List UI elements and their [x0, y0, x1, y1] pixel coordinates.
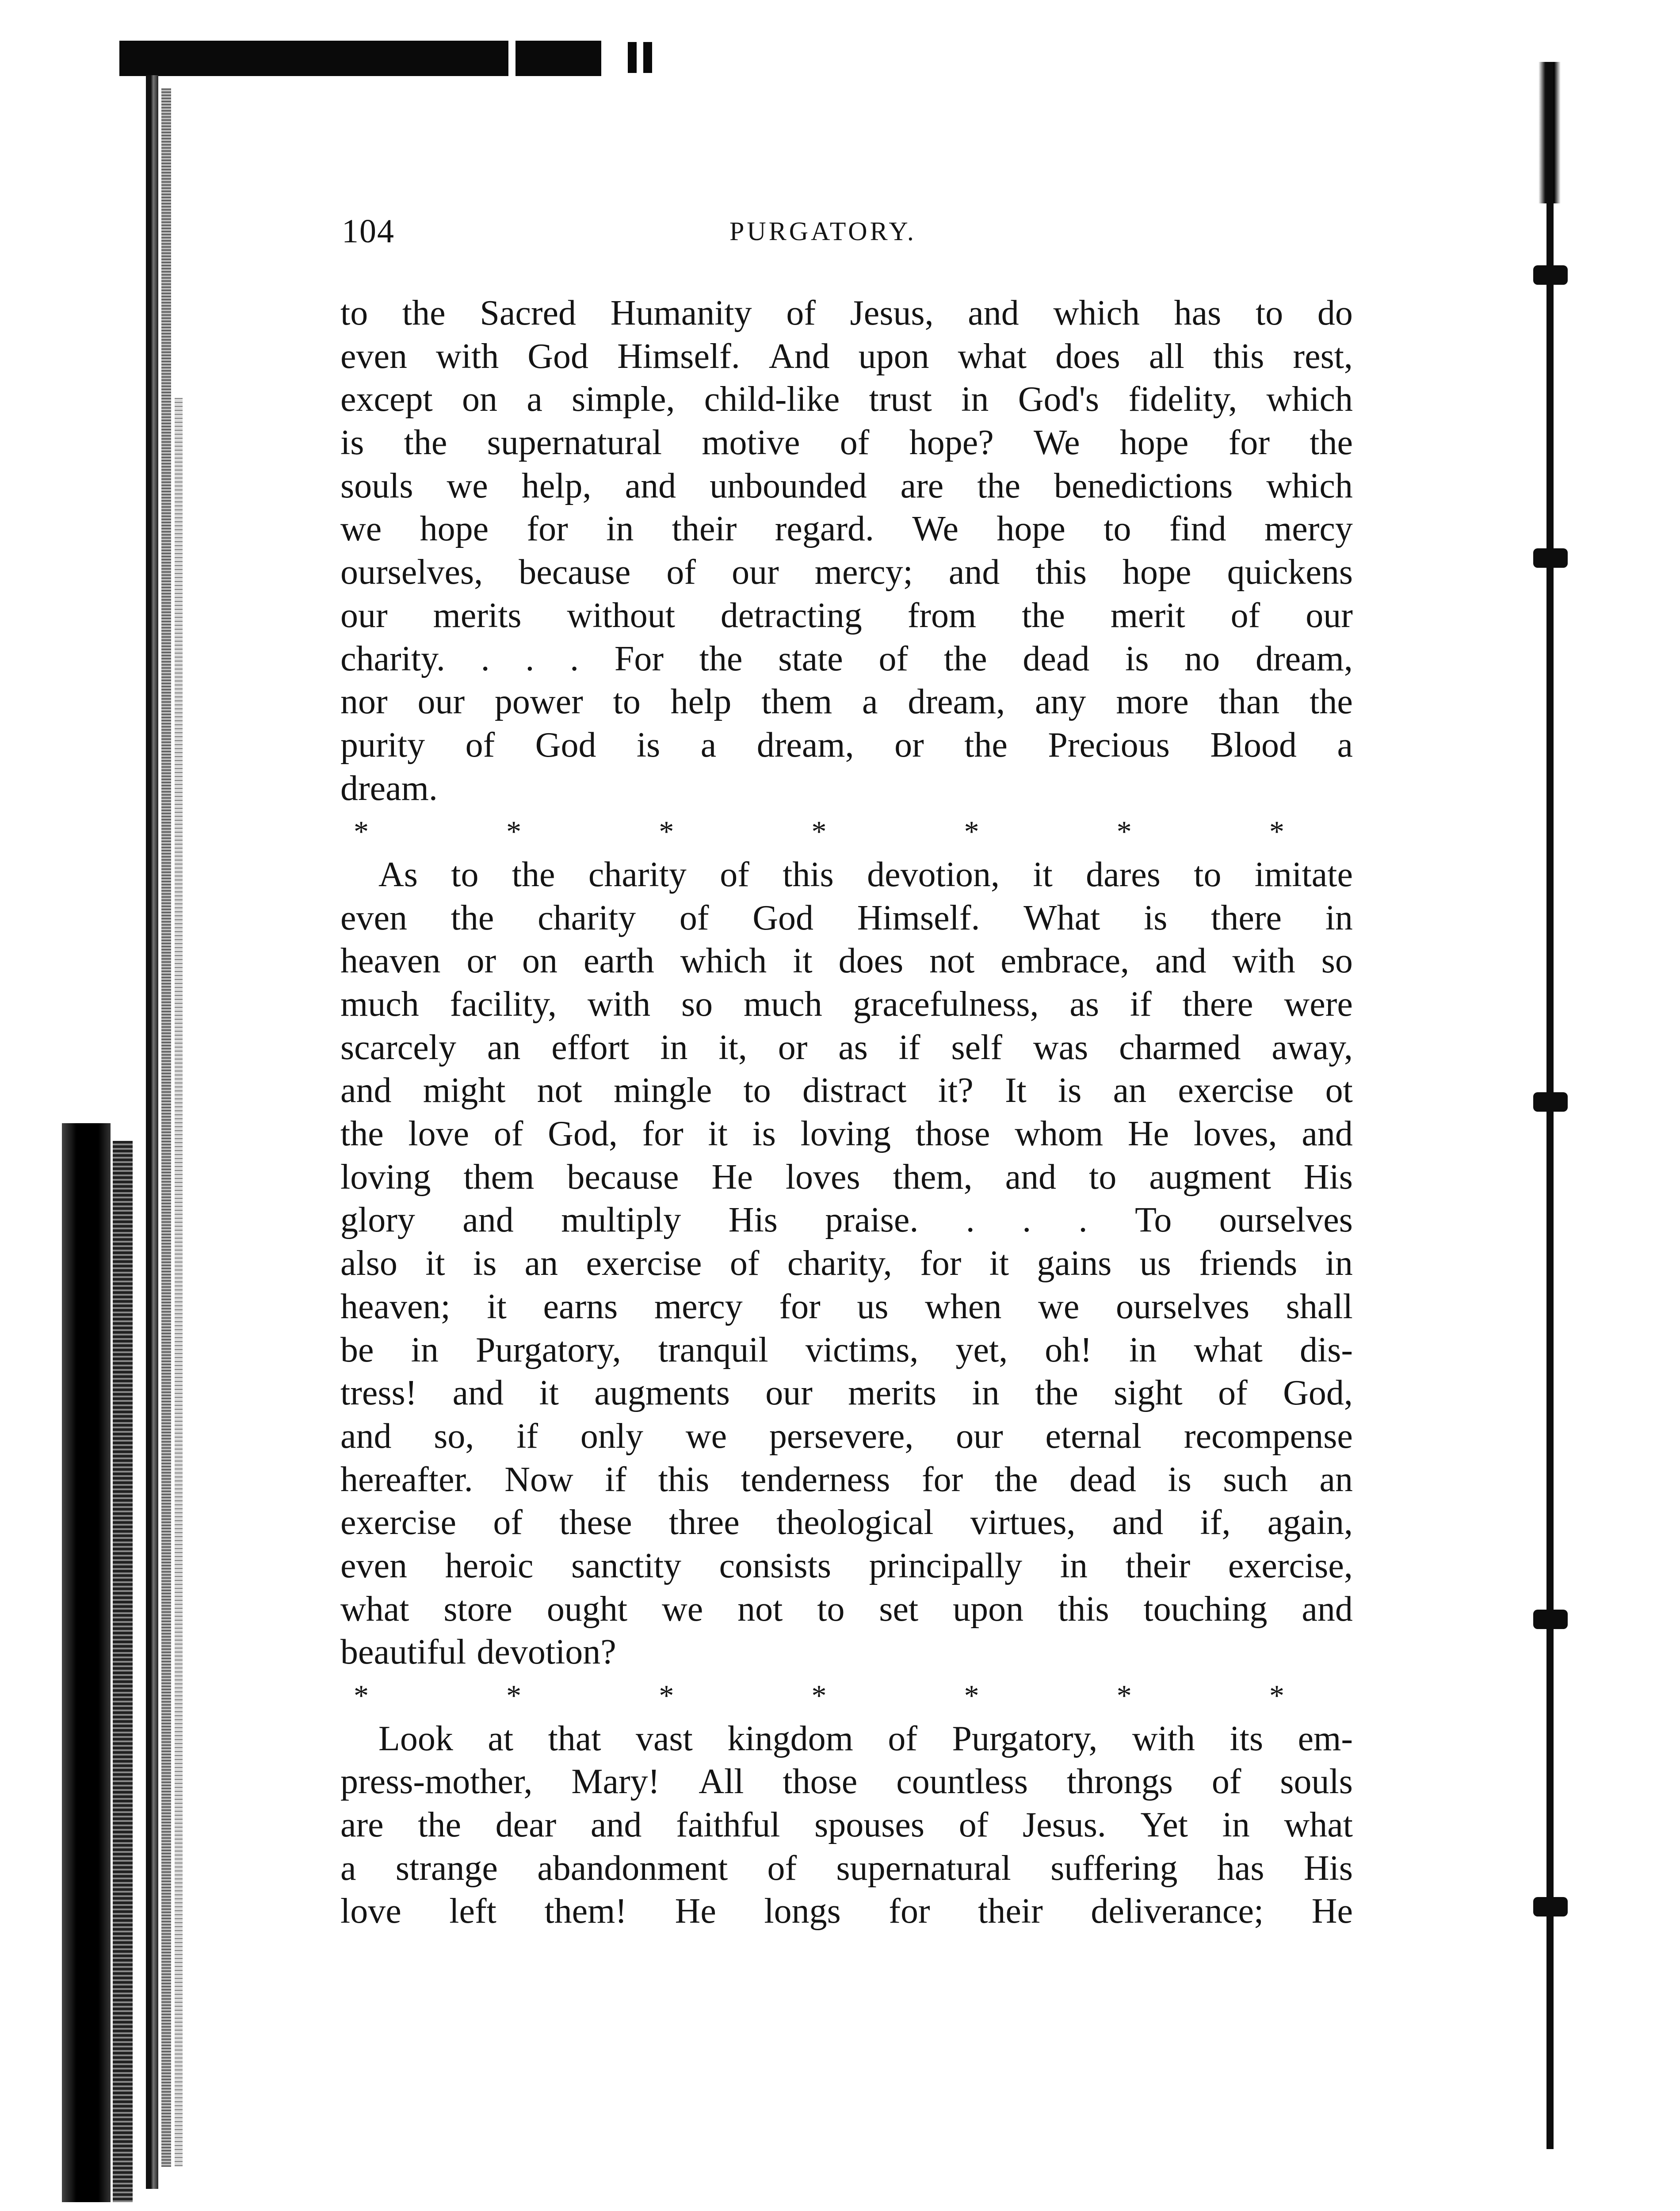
scan-edge-mark [643, 42, 652, 73]
text-line: also it is an exercise of charity, for it gains us friends in [340, 1244, 1353, 1283]
text-line: heaven or on earth which it does not embrace, and with so [340, 941, 1353, 981]
text-line: purity of God is a dream, or the Precious Blood a [340, 725, 1353, 765]
text-line: even heroic sanctity consists principally in their exercise, [340, 1546, 1353, 1585]
text-line: Look at that vast kingdom of Purgatory, with its em- [378, 1719, 1353, 1758]
text-line: the love of God, for it is loving those whom He loves, and [340, 1114, 1353, 1154]
body-text [340, 292, 1353, 1933]
section-divider: * * * * * * * [354, 815, 1284, 849]
text-line: beautiful devotion? [340, 1633, 616, 1672]
binding-notch [1533, 1610, 1568, 1629]
scan-edge-gap [601, 41, 615, 76]
binding-notch [1533, 1092, 1568, 1112]
text-line: tress! and it augments our merits in the sight of God, [340, 1373, 1353, 1413]
scan-edge-left-block [62, 1123, 111, 2202]
text-line: loving them because He loves them, and to augment His [340, 1157, 1353, 1197]
text-line: even with God Himself. And upon what does all this rest, [340, 337, 1353, 376]
text-line: press-mother, Mary! All those countless throngs of souls [340, 1762, 1353, 1802]
scan-edge-left-texture [175, 398, 183, 2167]
text-line: a strange abandonment of supernatural suffering has His [340, 1848, 1353, 1888]
scan-edge-left-line [146, 75, 158, 2189]
binding-notch [1533, 265, 1568, 285]
text-line: ourselves, because of our mercy; and this hope quickens [340, 553, 1353, 592]
text-line: and might not mingle to distract it? It is an exercise ot [340, 1071, 1353, 1110]
text-line: scarcely an effort in it, or as if self was charmed away, [340, 1028, 1353, 1067]
running-title: PURGATORY. [729, 217, 916, 246]
text-line: what store ought we not to set upon this touching and [340, 1589, 1353, 1629]
text-line: is the supernatural motive of hope? We hope for the [340, 423, 1353, 463]
scan-edge-top-bar [119, 41, 615, 76]
text-line: be in Purgatory, tranquil victims, yet, oh! in what dis- [340, 1330, 1353, 1369]
scan-edge-mark [628, 42, 637, 73]
binding-notch [1533, 548, 1568, 568]
text-line: souls we help, and unbounded are the benedictions which [340, 466, 1353, 505]
text-line: we hope for in their regard. We hope to find mercy [340, 509, 1353, 549]
text-line: are the dear and faithful spouses of Jesus. Yet in what [340, 1806, 1353, 1845]
text-line: and so, if only we persevere, our eternal recompense [340, 1416, 1353, 1456]
text-line: dream. [340, 769, 438, 808]
text-line: charity. . . . For the state of the dead is no dream, [340, 639, 1353, 678]
text-line: much facility, with so much gracefulness, as if there were [340, 985, 1353, 1024]
text-line: even the charity of God Himself. What is there in [340, 898, 1353, 937]
text-line: love left them! He longs for their deliverance; He [340, 1892, 1353, 1931]
scan-edge-left-block [113, 1141, 133, 2202]
scan-edge-gap [508, 41, 515, 76]
text-line: heaven; it earns mercy for us when we ourselves shall [340, 1287, 1353, 1326]
text-line: except on a simple, child-like trust in God's fidelity, which [340, 380, 1353, 419]
section-divider: * * * * * * * [354, 1679, 1284, 1712]
scan-edge-left-texture [161, 88, 171, 2167]
text-line: exercise of these three theological virtues, and if, again, [340, 1503, 1353, 1542]
page-number: 104 [342, 213, 395, 250]
text-line: As to the charity of this devotion, it dares to imitate [378, 855, 1353, 894]
text-line: hereafter. Now if this tenderness for the dead is such an [340, 1460, 1353, 1499]
text-line: glory and multiply His praise. . . . To ourselves [340, 1201, 1353, 1240]
text-line: nor our power to help them a dream, any more than the [340, 682, 1353, 722]
text-line: our merits without detracting from the merit of our [340, 596, 1353, 635]
text-line: to the Sacred Humanity of Jesus, and which has to do [340, 294, 1353, 333]
binding-notch [1533, 1897, 1568, 1916]
